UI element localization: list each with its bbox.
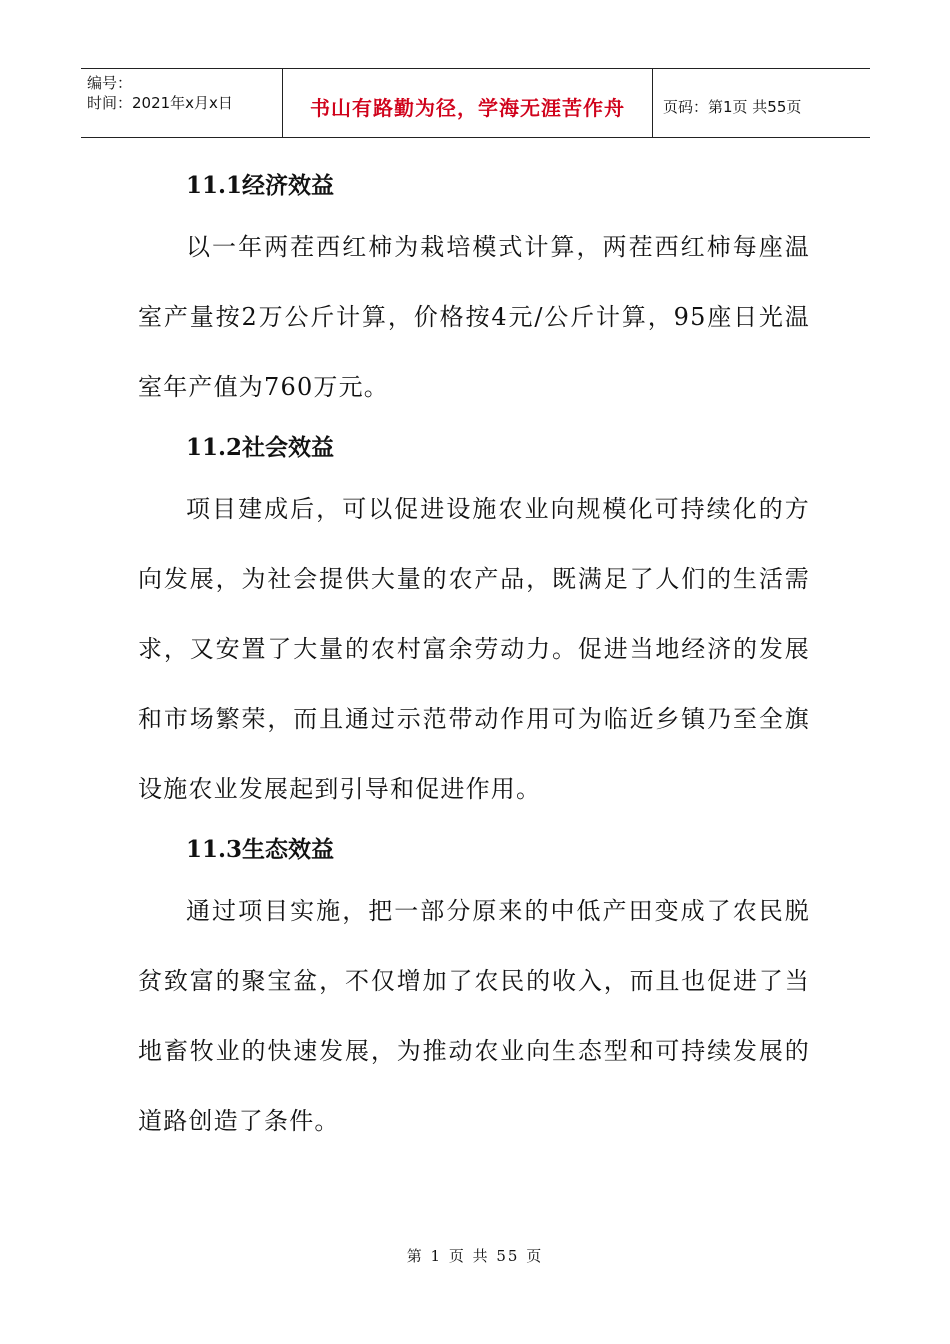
page-header [81, 68, 870, 138]
document-body [138, 160, 810, 1156]
section-paragraph-ecological: 通过项目实施，把一部分原来的中低产田变成了农民脱贫致富的聚宝盆，不仅增加了农民的收入，而且也促进了当地畜牧业的快速发展，为推动农业向生态型和可持续发展的道路创造了条件。 [138, 897, 810, 1135]
section-paragraph-social: 项目建成后，可以促进设施农业向规模化可持续化的方向发展，为社会提供大量的农产品，既满足了人们的生活需求，又安置了大量的农村富余劳动力。促进当地经济的发展和市场繁荣，而且通过示范带动作用可为临近乡镇乃至全旗设施农业发展起到引导和促进作用。 [138, 495, 810, 803]
date-label: 时间：2021年x月x日 [87, 94, 233, 112]
section-heading-economic: 11.1经济效益 [186, 172, 335, 199]
header-page-cell [653, 69, 870, 137]
motto-text: 书山有路勤为径，学海无涯苦作舟 [310, 95, 625, 120]
header-page-info: 页码：第1页 共55页 [663, 97, 802, 116]
serial-number-label: 编号： [87, 74, 133, 92]
section-paragraph-economic: 以一年两茬西红柿为栽培模式计算，两茬西红柿每座温室产量按2万公斤计算，价格按4元/公斤计算，95座日光温室年产值为760万元。 [138, 233, 810, 401]
section-heading-ecological: 11.3生态效益 [186, 836, 335, 863]
page-footer: 第 1 页 共 55 页 [406, 1247, 544, 1265]
header-motto-cell [283, 69, 653, 137]
section-heading-social: 11.2社会效益 [186, 434, 335, 461]
header-meta-cell [81, 69, 283, 137]
